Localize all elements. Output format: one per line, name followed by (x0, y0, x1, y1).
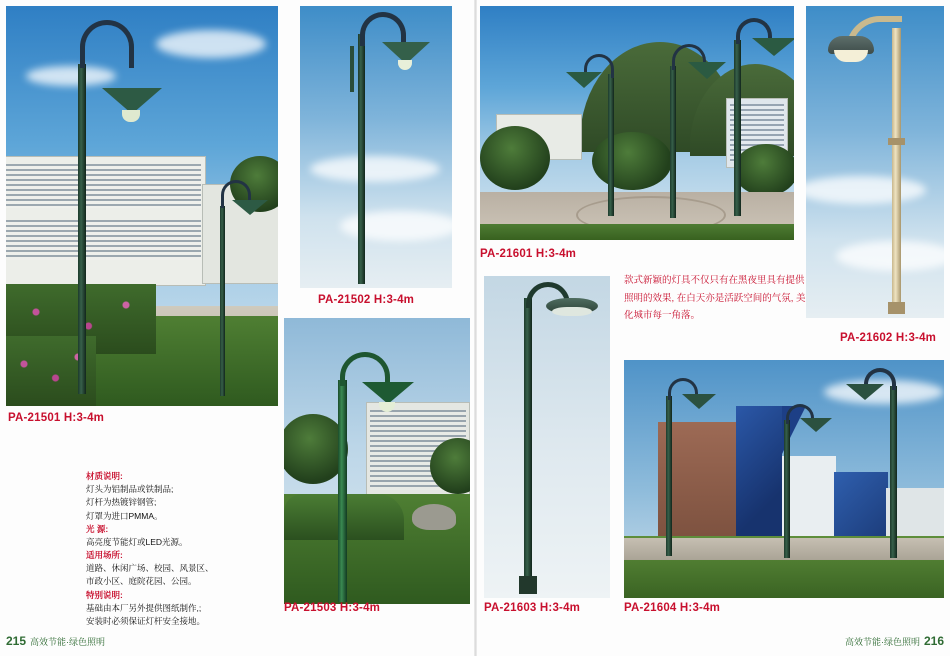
building-white-wing (782, 456, 836, 546)
footer-slogan-right: 高效节能·绿色照明 (844, 636, 920, 647)
lamp-post (670, 66, 676, 218)
lamp-shade (566, 72, 602, 88)
lamp-post (734, 40, 741, 216)
caption-pa-21601: PA-21601 H:3-4m (480, 248, 577, 260)
lamp-shade (846, 384, 884, 400)
cloud-icon (26, 66, 116, 86)
lamp-post (890, 386, 897, 558)
lamp-shade (362, 382, 414, 404)
rock (412, 504, 456, 530)
building-windows (6, 220, 201, 260)
spec-line: 基础由本厂另外提供图纸制作,; (86, 602, 202, 613)
lamp-post (666, 396, 672, 556)
spec-line: 市政小区、庭院花园、公园。 (86, 576, 197, 587)
footer-slogan-left: 高效节能·绿色照明 (30, 636, 106, 647)
lamp-arm (80, 20, 134, 68)
building-windows (6, 164, 201, 208)
caption-pa-21502: PA-21502 H:3-4m (318, 294, 415, 306)
caption-pa-21604: PA-21604 H:3-4m (624, 602, 721, 614)
page-gutter (474, 0, 477, 656)
spec-line: 灯杆为热镀锌钢管; (86, 497, 157, 508)
caption-pa-21603: PA-21603 H:3-4m (484, 602, 581, 614)
lamp-post (220, 206, 225, 396)
pole-collar (888, 302, 905, 314)
cloud-icon (156, 30, 266, 58)
page-number-left: 215 (6, 634, 27, 648)
lamp-shade (752, 38, 794, 56)
spec-line: 光 源: (86, 523, 109, 534)
lamp-shade (682, 394, 716, 409)
spec-line: 灯头为铝制品或铁制品; (86, 484, 174, 495)
lamp-shade (688, 62, 726, 79)
cloud-icon (340, 211, 452, 241)
pole-banner-bracket (350, 46, 354, 92)
grass (480, 224, 794, 240)
highlight-paragraph: 款式新颖的灯具不仅只有在黑夜里具有提供照明的效果, 在白天亦是活跃空间的气氛, 美化城市每一角落。 (624, 275, 806, 322)
lamp-post (524, 298, 532, 594)
caption-pa-21602: PA-21602 H:3-4m (840, 332, 937, 344)
spec-line: 特别说明: (86, 589, 123, 600)
tree (734, 144, 794, 196)
spec-text-block (86, 470, 276, 628)
lamp-post (358, 34, 365, 284)
spec-line: 道路、休闲广场、校园、风景区、 (86, 563, 214, 574)
sky (484, 276, 610, 598)
footer-left (6, 634, 105, 648)
photo-pa-21602 (806, 6, 944, 318)
spec-line: 材质说明: (86, 471, 123, 481)
caption-pa-21501: PA-21501 H:3-4m (8, 412, 105, 424)
lamp-post (78, 64, 86, 394)
lamp-shade (232, 200, 268, 215)
photo-pa-21501 (6, 6, 278, 406)
lamp-post (892, 28, 901, 314)
sky (806, 6, 944, 318)
lamp-post (608, 74, 614, 216)
building-blue-facade (736, 406, 782, 546)
photo-pa-21604 (624, 360, 944, 598)
caption-pa-21503: PA-21503 H:3-4m (284, 602, 381, 614)
page-number-right: 216 (923, 634, 944, 648)
photo-pa-21502 (300, 6, 452, 288)
cloud-icon (836, 241, 944, 271)
pole-base (519, 576, 537, 594)
lamp-post (338, 380, 347, 602)
spec-line: 灯罩为进口PMMA。 (86, 510, 163, 521)
lamp-post (784, 420, 790, 558)
lamp-shade (800, 418, 832, 432)
spec-line: 高亮度节能灯或LED光源。 (86, 536, 188, 547)
spec-line: 安装时必须保证灯杆安全接地。 (86, 615, 206, 626)
lamp-lens (552, 307, 592, 316)
footer-right (845, 634, 944, 648)
pole-collar (888, 138, 905, 145)
cloud-icon (310, 156, 440, 182)
photo-pa-21503 (284, 318, 470, 604)
spec-line: 适用场所: (86, 550, 123, 561)
photo-pa-21603 (484, 276, 610, 598)
tree (592, 132, 672, 190)
tree (480, 126, 550, 190)
building-blue-wing (834, 472, 888, 546)
photo-pa-21601 (480, 6, 794, 240)
